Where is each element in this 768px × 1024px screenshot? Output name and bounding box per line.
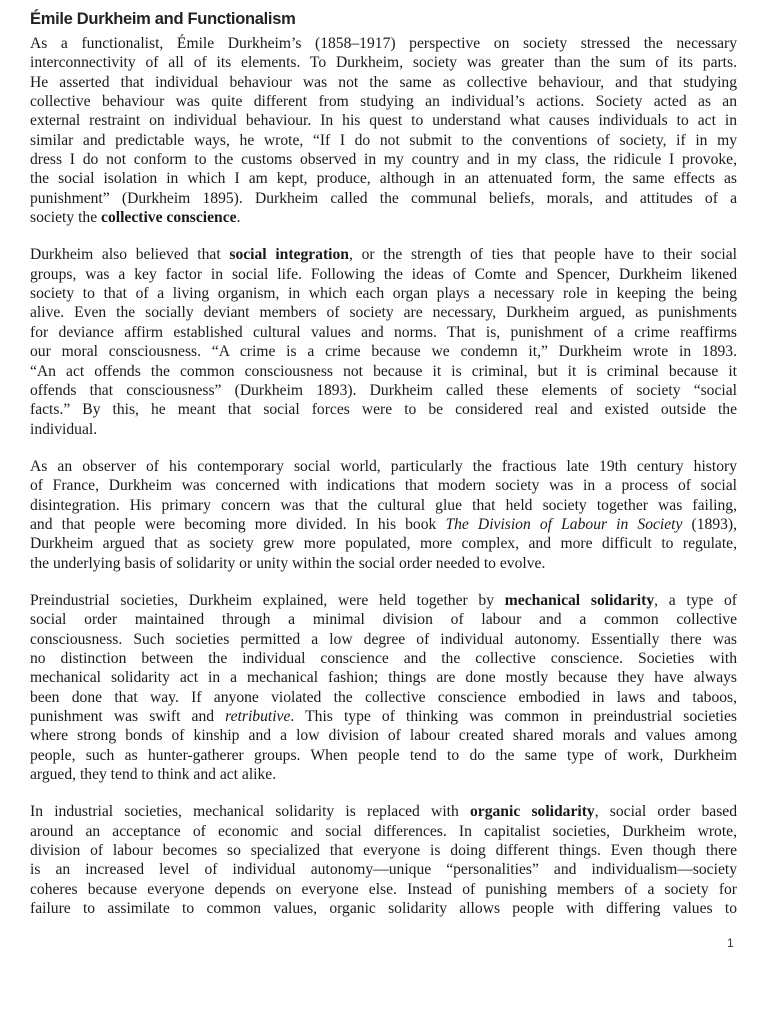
text-line — [30, 860, 737, 879]
text-run: punishment” (Durkheim 1895). Durkheim called the communal beliefs, morals, and attitudes of a — [30, 189, 737, 207]
text-line — [30, 515, 737, 534]
text-line — [30, 899, 737, 918]
text-line — [30, 362, 737, 381]
text-run: for deviance affirm established cultural values and norms. That is, punishment of a crime reaffirms — [30, 323, 737, 341]
text-line — [30, 53, 737, 72]
text-line — [30, 303, 737, 322]
text-run: In industrial societies, mechanical solidarity is replaced with — [30, 803, 470, 821]
text-run: offends that consciousness” (Durkheim 1893). Durkheim called these elements of society “social — [30, 381, 737, 399]
paragraph — [30, 34, 737, 227]
text-run: similar and predictable ways, he wrote, “If I do not submit to the conventions of society, if in my — [30, 131, 737, 149]
text-run: collective behaviour was quite different from studying an individual’s actions. Society acted as an — [30, 93, 737, 111]
text-run: Preindustrial societies, Durkheim explained, were held together by — [30, 591, 505, 609]
text-run: is an increased level of individual autonomy—unique “personalities” and individualism—society — [30, 861, 737, 879]
text-run: As an observer of his contemporary social world, particularly the fractious late 19th century history — [30, 457, 737, 475]
text-run: no distinction between the individual conscience and the collective conscience. Societies with — [30, 649, 737, 667]
text-run: , social order based — [594, 803, 737, 821]
text-run: “An act offends the common consciousness not because it is criminal, but it is criminal because it — [30, 362, 737, 380]
text-line — [30, 822, 737, 841]
text-line — [30, 554, 737, 573]
text-line — [30, 707, 737, 726]
text-run: . — [236, 209, 241, 227]
text-run: and that people were becoming more divided. In his book — [30, 515, 446, 533]
text-run: people, such as hunter-gatherer groups. When people tend to do the same type of work, Durkheim — [30, 746, 737, 764]
text-run: failure to assimilate to common values, organic solidarity allows people with differing values to — [30, 900, 737, 918]
text-line — [30, 111, 737, 130]
paragraph — [30, 245, 737, 438]
text-run: the underlying basis of solidarity or unity within the social order needed to evolve. — [30, 554, 546, 572]
text-line — [30, 688, 737, 707]
text-run: our moral consciousness. “A crime is a crime because we condemn it,” Durkheim wrote in 1893. — [30, 343, 737, 361]
text-line — [30, 323, 737, 342]
text-run: mechanical solidarity act in a mechanical fashion; things are done mostly because they have always — [30, 669, 737, 687]
text-line — [30, 400, 737, 419]
bold-term: organic solidarity — [470, 803, 595, 821]
text-run: coheres because everyone depends on everyone else. Instead of punishing members of a society for — [30, 880, 737, 898]
text-line — [30, 610, 737, 629]
text-run: society to that of a living organism, in which each organ plays a necessary role in keeping the being — [30, 285, 737, 303]
document-title: Émile Durkheim and Functionalism — [30, 10, 296, 28]
text-run: around an acceptance of economic and social differences. In capitalist societies, Durkheim wrote, — [30, 822, 737, 840]
text-run: (1893), — [682, 515, 737, 533]
page-number: 1 — [727, 936, 734, 950]
text-run: As a functionalist, Émile Durkheim’s (1858–1917) perspective on society stressed the necessary — [30, 35, 737, 52]
text-line — [30, 265, 737, 284]
text-line — [30, 649, 737, 668]
text-line — [30, 534, 737, 553]
text-line — [30, 92, 737, 111]
text-line — [30, 802, 737, 821]
text-run: , or the strength of ties that people have to their social — [348, 246, 737, 264]
text-run: Durkheim argued that as society grew more populated, more complex, and more difficult to regulate, — [30, 535, 737, 553]
text-line — [30, 189, 737, 208]
text-line — [30, 73, 737, 92]
text-run: interconnectivity of all of its elements. To Durkheim, society was greater than the sum of its parts. — [30, 54, 737, 72]
text-line — [30, 169, 737, 188]
paragraph — [30, 802, 737, 918]
text-line — [30, 245, 737, 264]
text-run: alive. Even the socially deviant members of society are necessary, Durkheim argued, as punishments — [30, 304, 737, 322]
text-run: dress I do not conform to the customs observed in my country and in my class, the ridicule I provoke, — [30, 151, 737, 169]
italic-text: The Division of Labour in Society — [445, 515, 683, 533]
bold-term: mechanical solidarity — [504, 591, 655, 609]
text-run: facts.” By this, he meant that social forces were to be considered real and existed outside the — [30, 401, 737, 419]
text-run: punishment was swift and — [30, 708, 226, 725]
text-line — [30, 591, 737, 610]
text-run: division of labour becomes so specialized that everyone is doing different things. Even though there — [30, 842, 737, 860]
text-line — [30, 284, 737, 303]
text-run: , a type of — [654, 591, 737, 609]
text-run: of France, Durkheim was concerned with indications that modern society was in a process of social — [30, 477, 737, 495]
text-run: groups, was a key factor in social life. Following the ideas of Comte and Spencer, Durkheim likened — [30, 265, 737, 283]
paragraph — [30, 591, 737, 784]
document-body — [30, 34, 737, 936]
text-run: consciousness. Such societies permitted a low degree of individual autonomy. Essentially there was — [30, 630, 737, 648]
bold-term: social integration — [229, 246, 349, 264]
text-run: argued, they tend to think and act alike. — [30, 766, 277, 784]
text-line — [30, 381, 737, 400]
paragraph — [30, 457, 737, 573]
text-run: society the — [30, 209, 102, 227]
text-line — [30, 841, 737, 860]
text-run: individual. — [30, 420, 98, 438]
text-line — [30, 726, 737, 745]
bold-term: collective conscience — [101, 209, 237, 227]
text-line — [30, 150, 737, 169]
text-line — [30, 420, 737, 439]
text-line — [30, 746, 737, 765]
text-line — [30, 131, 737, 150]
text-line — [30, 342, 737, 361]
text-line — [30, 208, 737, 227]
text-run: Durkheim also believed that — [30, 246, 230, 264]
text-line — [30, 630, 737, 649]
text-line — [30, 476, 737, 495]
text-line — [30, 496, 737, 515]
text-run: the social isolation in which I am kept, produce, although in an attenuated form, the same effects as — [30, 170, 737, 188]
text-run: . This type of thinking was common in preindustrial societies — [290, 708, 737, 725]
text-line — [30, 668, 737, 687]
text-line — [30, 765, 737, 784]
text-run: He asserted that individual behaviour was not the same as collective behaviour, and that studying — [30, 73, 737, 91]
italic-text: retributive — [225, 708, 291, 725]
text-line — [30, 880, 737, 899]
text-line — [30, 457, 737, 476]
text-run: external restraint on individual behaviour. In his quest to understand what causes individuals to act in — [30, 112, 737, 130]
text-run: disintegration. His primary concern was that the cultural glue that held society together was failing, — [30, 496, 737, 514]
text-run: where strong bonds of kinship and a low division of labour created shared morals and values among — [30, 727, 737, 745]
text-line — [30, 34, 737, 53]
text-run: been done that way. If anyone violated the collective conscience embodied in laws and taboos, — [30, 688, 737, 706]
text-run: social order maintained through a minimal division of labour and a common collective — [30, 611, 737, 629]
